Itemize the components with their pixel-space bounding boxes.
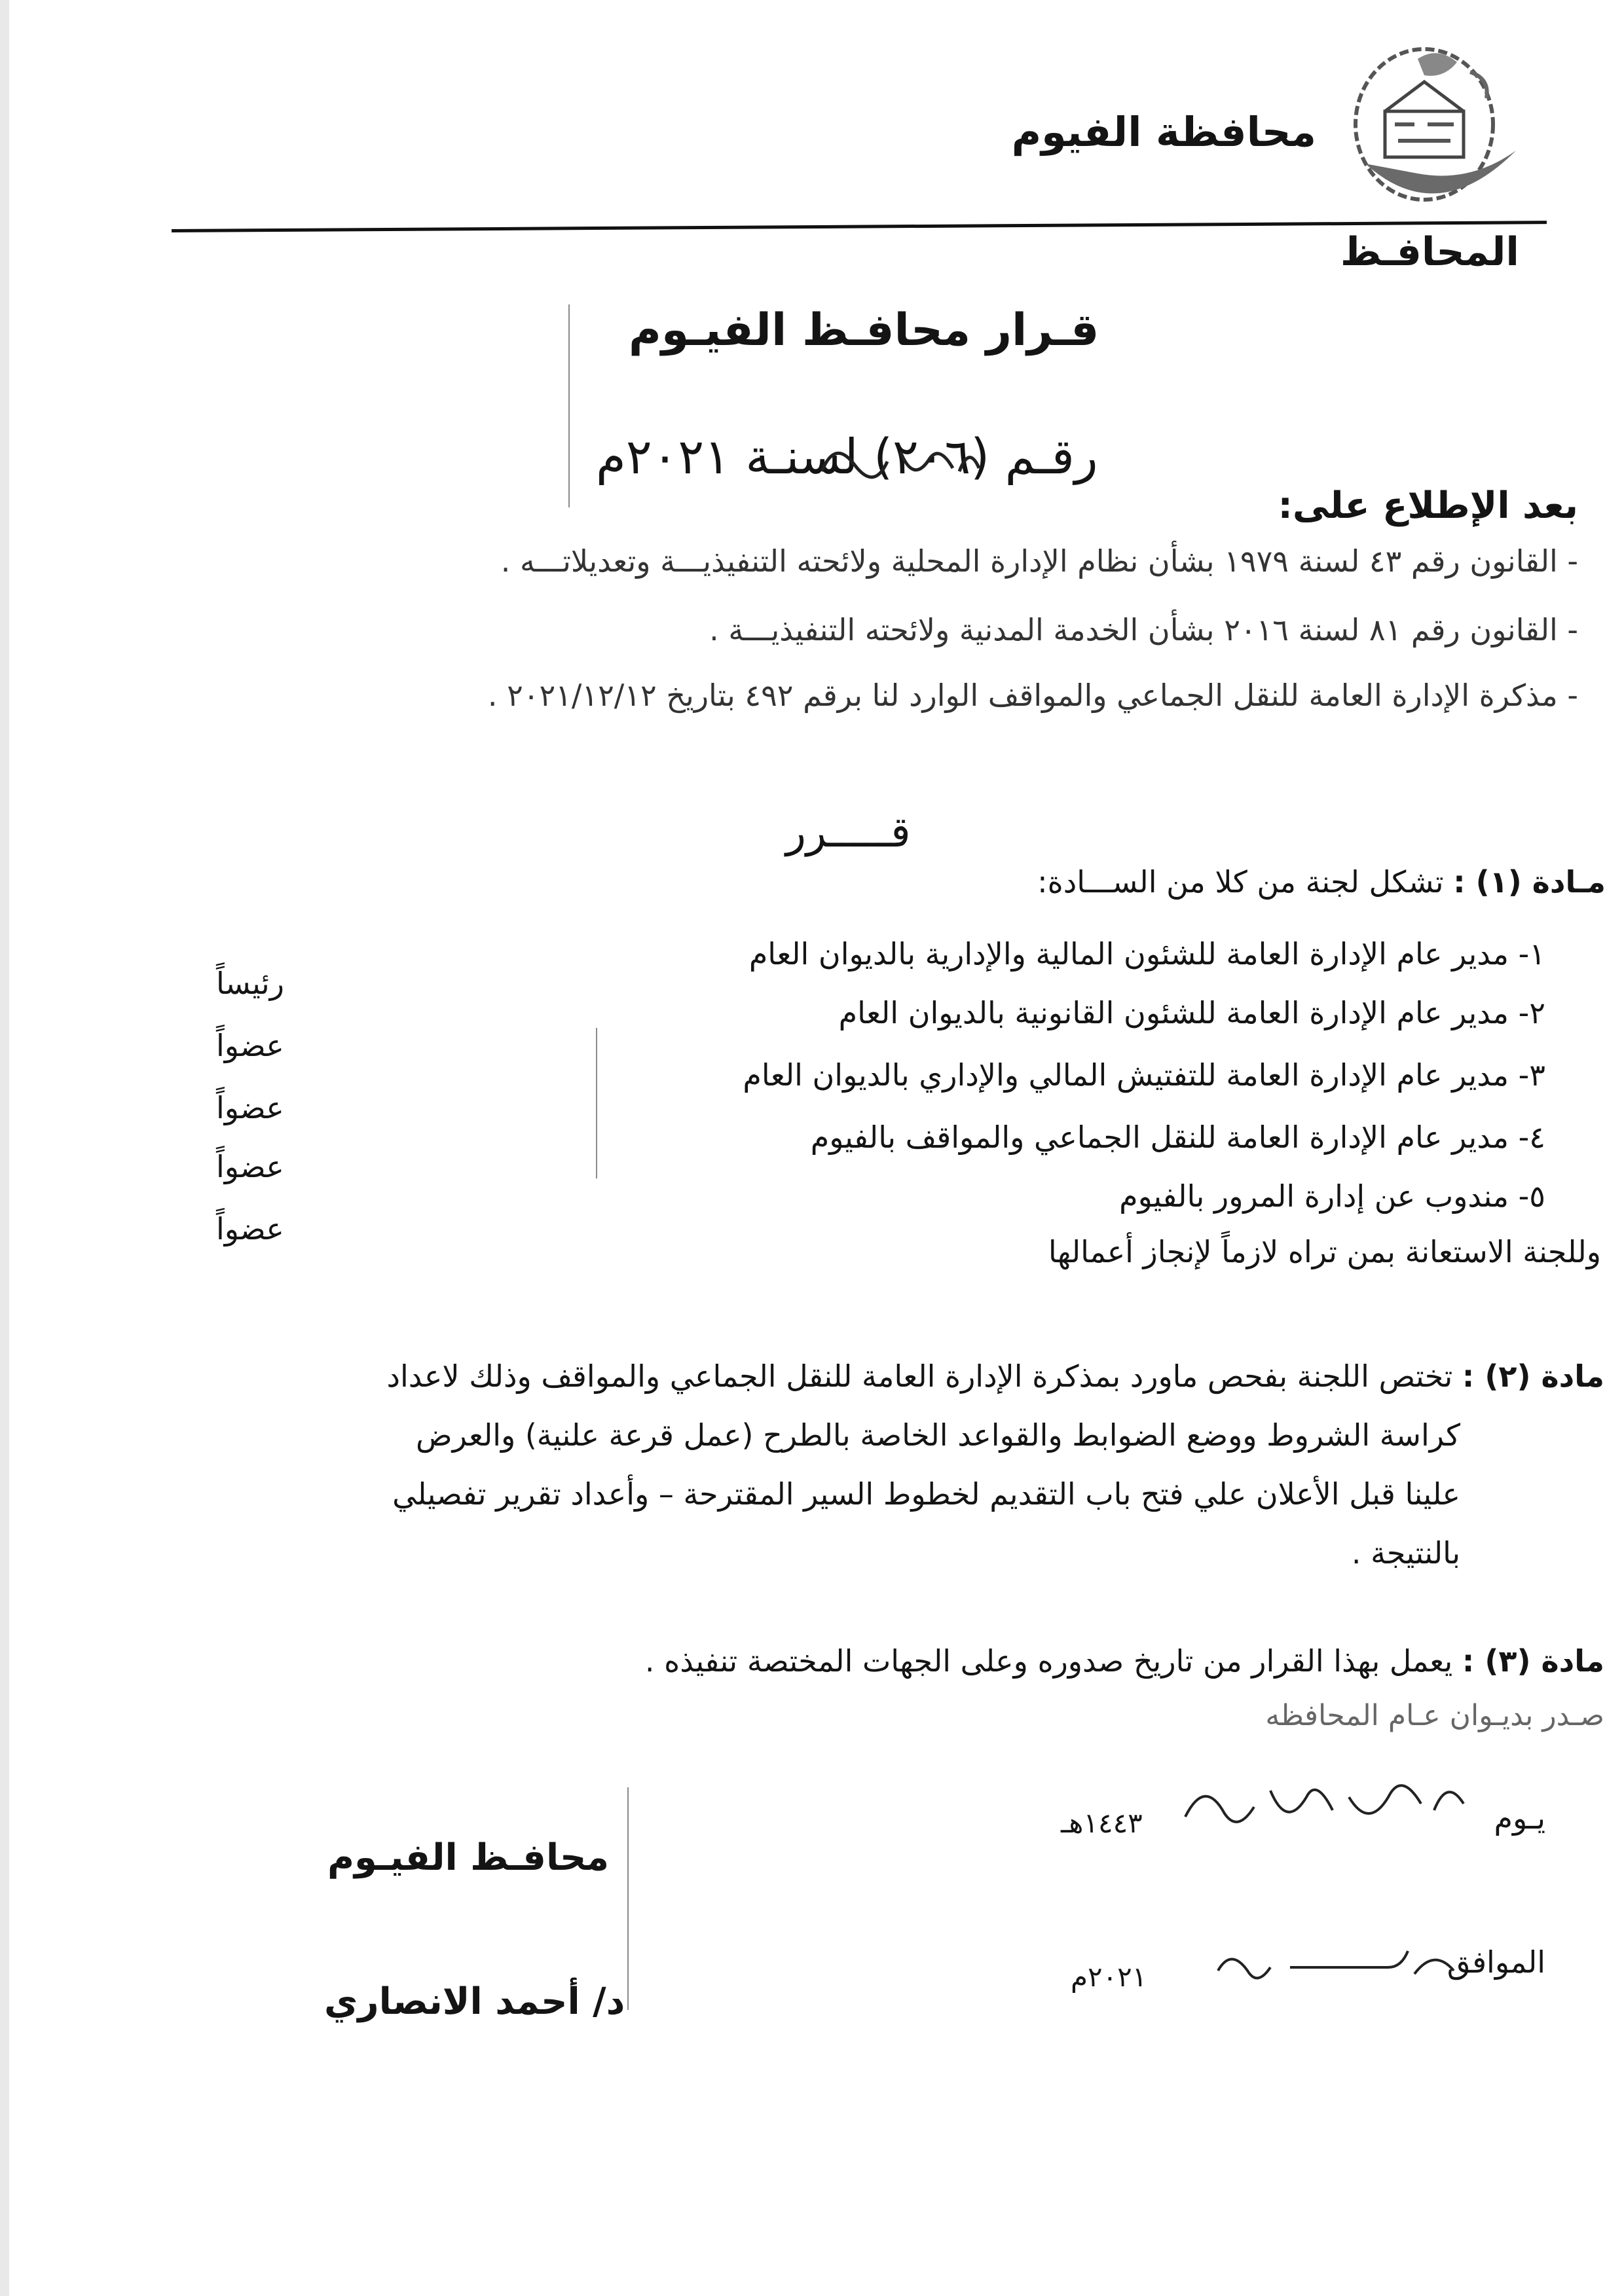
article-3-text: يعمل بهذا القرار من تاريخ صدوره وعلى الجهات المختصة تنفيذه . xyxy=(644,1643,1453,1679)
decided-heading: قـــــرر xyxy=(786,809,911,857)
decision-number: رقـم (٢٠٦) لسنـة ٢٠٢١م xyxy=(596,429,1098,485)
committee-role: عضواً xyxy=(216,1211,284,1247)
handwritten-hijri-date xyxy=(1172,1771,1480,1843)
day-label: يـوم xyxy=(1494,1800,1545,1836)
margin-line xyxy=(596,1028,597,1178)
committee-member: ١- مدير عام الإدارة العامة للشئون المالية والإدارية بالديوان العام xyxy=(748,936,1545,972)
committee-member: ٢- مدير عام الإدارة العامة للشئون القانونية بالديوان العام xyxy=(838,995,1545,1030)
committee-member: ٤- مدير عام الإدارة العامة للنقل الجماعي والمواقف بالفيوم xyxy=(810,1120,1545,1155)
signatory-title: محافـظ الفيـوم xyxy=(327,1836,610,1879)
article-1-heading: مـادة (١) : xyxy=(1453,864,1606,900)
scan-edge xyxy=(0,0,9,2296)
article-2-heading: مادة (٢) : xyxy=(1462,1358,1604,1394)
governorate-seal-icon xyxy=(1339,33,1536,210)
article-3 xyxy=(645,1643,1604,1679)
committee-role: رئيساً xyxy=(216,966,284,1001)
committee-member: ٣- مدير عام الإدارة العامة للتفتيش المالي والإداري بالديوان العام xyxy=(743,1057,1545,1093)
office-title: المحافـظ xyxy=(1340,229,1519,275)
gregorian-label: الموافق xyxy=(1447,1944,1545,1980)
preamble-item: - القانون رقم ٨١ لسنة ٢٠١٦ بشأن الخدمة المدنية ولائحته التنفيذيـــة . xyxy=(709,612,1578,647)
issued-at: صـدر بديـوان عـام المحافظه xyxy=(1265,1699,1604,1732)
committee-role: عضواً xyxy=(216,1149,284,1184)
committee-member: ٥- مندوب عن إدارة المرور بالفيوم xyxy=(1119,1178,1545,1214)
handwritten-gregorian-date xyxy=(1205,1938,1480,1997)
gregorian-year: ٢٠٢١م xyxy=(1071,1961,1147,1993)
article-2-line: مادة (٢) : تختص اللجنة بفحص ماورد بمذكرة الإدارة العامة للنقل الجماعي والمواقف وذلك لاعداد xyxy=(386,1358,1604,1394)
signatory-name: د/ أحمد الانصاري xyxy=(324,1980,625,2023)
preamble-label: بعد الإطلاع على: xyxy=(1278,484,1578,527)
hijri-year: ١٤٤٣هـ xyxy=(1061,1807,1143,1839)
decision-title: قـرار محافـظ الفيـوم xyxy=(629,304,1099,356)
margin-line xyxy=(627,1787,629,2010)
committee-role: عضواً xyxy=(216,1028,284,1063)
article-3-heading: مادة (٣) : xyxy=(1462,1643,1604,1679)
margin-line xyxy=(568,304,570,507)
handwritten-number xyxy=(815,426,986,498)
preamble-item: - مذكرة الإدارة العامة للنقل الجماعي والمواقف الوارد لنا برقم ٤٩٢ بتاريخ ٢٠٢١/١٢/١٢ . xyxy=(487,678,1578,713)
article-2-line: كراسة الشروط ووضع الضوابط والقواعد الخاصة بالطرح (عمل قرعة علنية) والعرض xyxy=(416,1417,1460,1453)
article-1-closing: وللجنة الاستعانة بمن تراه لازماً لإنجاز أعمالها xyxy=(1048,1234,1601,1269)
article-2-line: علينا قبل الأعلان علي فتح باب التقديم لخطوط السير المقترحة – وأعداد تقرير تفصيلي xyxy=(392,1476,1460,1512)
committee-role: عضواً xyxy=(216,1090,284,1125)
article-2-line: بالنتيجة . xyxy=(1351,1535,1460,1571)
preamble-item: - القانون رقم ٤٣ لسنة ١٩٧٩ بشأن نظام الإدارة المحلية ولائحته التنفيذيـــة وتعديلاتـــه . xyxy=(500,543,1578,579)
governorate-name: محافظة الفيوم xyxy=(1011,108,1316,156)
article-1 xyxy=(1037,864,1606,900)
article-1-text: تشكل لجنة من كلا من الســـادة: xyxy=(1037,864,1444,900)
